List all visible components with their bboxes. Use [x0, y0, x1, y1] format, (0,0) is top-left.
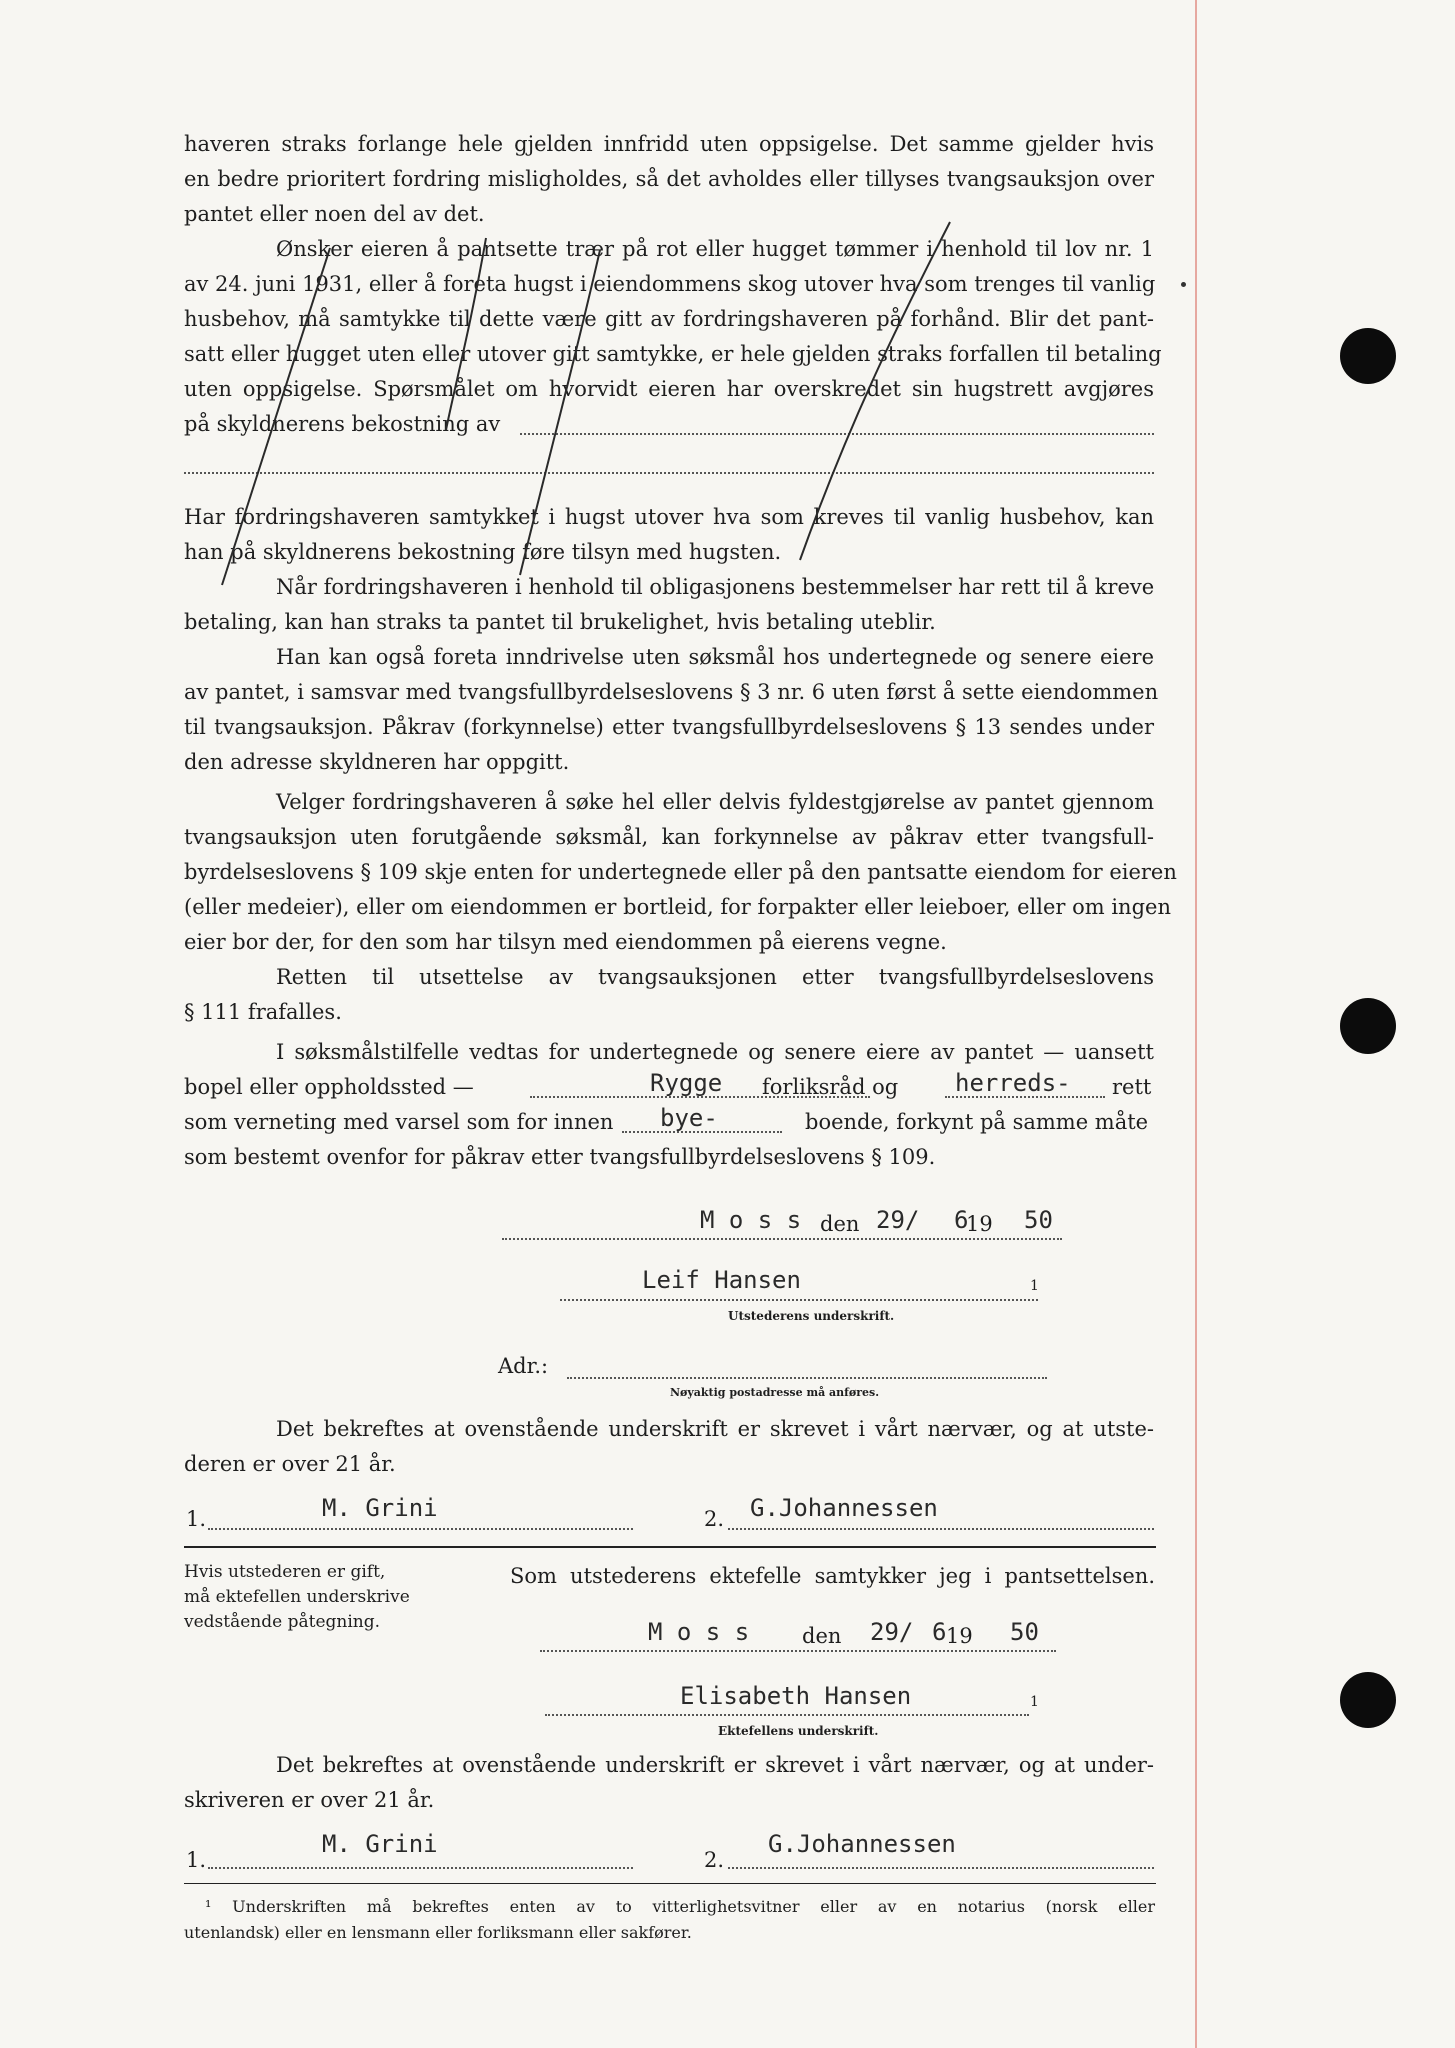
text-line: husbehov, må samtykke til dette være gitt av fordringshaveren på forhånd. Blir det pant- [184, 307, 1154, 331]
text-line: I søksmålstilfelle vedtas for undertegnede og senere eiere av pantet — uansett [276, 1040, 1154, 1064]
text-line: som verneting med varsel som for innen [184, 1110, 614, 1134]
text-line: deren er over 21 år. [184, 1452, 396, 1476]
consent-text: Som utstederens ektefelle samtykker jeg i pantsettelsen. [510, 1564, 1155, 1588]
text-line: Har fordringshaveren samtykket i hugst utover hva som kreves til vanlig husbehov, kan [184, 505, 1154, 529]
text-line: den adresse skyldneren har oppgitt. [184, 750, 570, 774]
text-line: satt eller hugget uten eller utover gitt samtykke, er hele gjelden straks forfallen til betaling [184, 342, 1162, 366]
address-caption: Nøyaktig postadresse må anføres. [670, 1386, 880, 1399]
cancellation-stroke [520, 250, 600, 575]
text-line: pantet eller noen del av det. [184, 202, 485, 226]
address-label: Adr.: [498, 1354, 549, 1378]
signature-caption: Ektefellens underskrift. [718, 1724, 879, 1738]
issuer-signature: Leif Hansen [642, 1266, 801, 1294]
text-line: han på skyldnerens bekostning føre tilsyn med hugsten. [184, 540, 782, 564]
witness-number: 2. [704, 1848, 725, 1872]
text-line: rett [1112, 1075, 1152, 1099]
side-note-line: vedstående påtegning. [184, 1612, 381, 1632]
side-note-line: Hvis utstederen er gift, [184, 1562, 386, 1582]
text-line: (eller medeier), eller om eiendommen er bortleid, for forpakter eller leieboer, eller om ingen [184, 895, 1171, 919]
footnote-ref: 1 [1030, 1694, 1039, 1710]
witness-1-signature: M. Grini [322, 1494, 438, 1522]
year-prefix: 19 [946, 1624, 973, 1648]
spouse-signature: Elisabeth Hansen [680, 1682, 912, 1710]
footnote-line: ¹ Underskriften må bekreftes enten av to vitterlighetsvitner eller av en notarius (norsk eller [205, 1897, 1155, 1916]
text-line: § 111 frafalles. [184, 1000, 342, 1024]
signature-caption: Utstederens underskrift. [728, 1309, 895, 1323]
text-line: uten oppsigelse. Spørsmålet om hvorvidt eieren har overskredet sin hugstrett avgjøres [184, 377, 1154, 401]
text-line: på skyldnerens bekostning av [184, 412, 501, 436]
year-prefix: 19 [966, 1212, 993, 1236]
text-line: Ønsker eieren å pantsette trær på rot eller hugget tømmer i henhold til lov nr. 1 [276, 237, 1154, 261]
side-note-line: må ektefellen underskrive [184, 1587, 410, 1607]
date-month: 6 [954, 1206, 969, 1234]
date-day: 29/ [876, 1206, 920, 1234]
text-line: boende, forkynt på samme måte [805, 1110, 1149, 1134]
den-label: den [802, 1624, 842, 1648]
text-line: eier bor der, for den som har tilsyn med eiendommen på eierens vegne. [184, 930, 947, 954]
place: M o s s [648, 1618, 750, 1646]
witness-2-signature: G.Johannessen [768, 1830, 956, 1858]
witness-1-signature: M. Grini [322, 1830, 438, 1858]
cancellation-stroke [222, 248, 330, 585]
cancellation-stroke [446, 238, 486, 430]
text-line: tvangsauksjon uten forutgående søksmål, kan forkynnelse av påkrav etter tvangsfull- [184, 825, 1154, 849]
text-line: av pantet, i samsvar med tvangsfullbyrdelseslovens § 3 nr. 6 uten først å sette eiendommen [184, 680, 1159, 704]
text-line: Han kan også foreta inndrivelse uten søksmål hos undertegnede og senere eiere [276, 645, 1154, 669]
footnote-line: utenlandsk) eller en lensmann eller forliksmann eller sakfører. [184, 1923, 692, 1942]
text-line: skriveren er over 21 år. [184, 1788, 435, 1812]
date-day: 29/ [870, 1618, 914, 1646]
text-line: Når fordringshaveren i henhold til obligasjonens bestemmelser har rett til å kreve [276, 575, 1155, 599]
text-line: av 24. juni 1931, eller å foreta hugst i eiendommens skog utover hva som trenges til vanlig [184, 272, 1156, 296]
typed-herreds: herreds- [955, 1069, 1071, 1097]
text-line: som bestemt ovenfor for påkrav etter tvangsfullbyrdelseslovens § 109. [184, 1145, 936, 1169]
text-line: Retten til utsettelse av tvangsauksjonen etter tvangsfullbyrdelseslovens [276, 965, 1154, 989]
text-line: byrdelseslovens § 109 skje enten for undertegnede eller på den pantsatte eiendom for eieren [184, 860, 1177, 884]
text-line: en bedre prioritert fordring misligholdes, så det avholdes eller tillyses tvangsauksjon over [184, 167, 1154, 191]
witness-number: 1. [186, 1848, 207, 1872]
text-line: bopel eller oppholdssted — [184, 1075, 474, 1099]
text-line: betaling, kan han straks ta pantet til brukelighet, hvis betaling uteblir. [184, 610, 936, 634]
text-line: Det bekreftes at ovenstående underskrift er skrevet i vårt nærvær, og at under- [276, 1753, 1154, 1777]
text-line: Det bekreftes at ovenstående underskrift er skrevet i vårt nærvær, og at utste- [276, 1417, 1154, 1441]
date-month: 6 [932, 1618, 947, 1646]
typed-bye: bye- [660, 1104, 718, 1132]
den-label: den [820, 1212, 860, 1236]
footnote-ref: 1 [1030, 1278, 1039, 1294]
witness-2-signature: G.Johannessen [750, 1494, 938, 1522]
text-line: haveren straks forlange hele gjelden innfridd uten oppsigelse. Det samme gjelder hvis [184, 132, 1154, 156]
place: M o s s [700, 1206, 802, 1234]
year-suffix: 50 [1010, 1618, 1039, 1646]
text-line: forliksråd og [762, 1075, 899, 1099]
witness-number: 1. [186, 1507, 207, 1531]
text-line: til tvangsauksjon. Påkrav (forkynnelse) etter tvangsfullbyrdelseslovens § 13 sendes under [184, 715, 1154, 739]
handwritten-forliksrad: Rygge [650, 1069, 723, 1097]
witness-number: 2. [704, 1507, 725, 1531]
year-suffix: 50 [1024, 1206, 1053, 1234]
text-line: Velger fordringshaveren å søke hel eller delvis fyldestgjørelse av pantet gjennom [276, 790, 1154, 814]
cancellation-stroke [800, 222, 950, 560]
